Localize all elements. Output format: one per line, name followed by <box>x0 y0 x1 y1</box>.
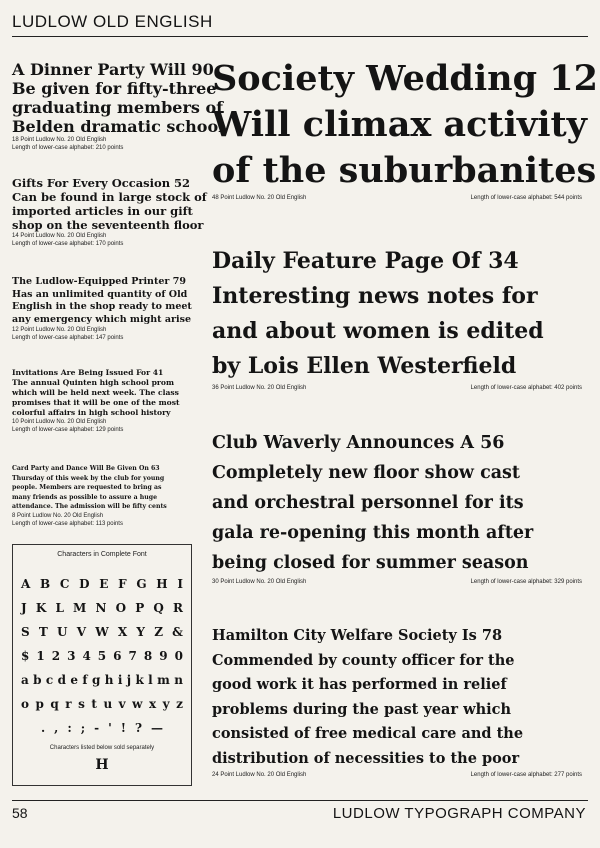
specimen-line: Has an unlimited quantity of Old <box>12 288 188 300</box>
specimen-18pt <box>12 60 225 152</box>
font-character: g <box>91 673 101 687</box>
font-character: t <box>91 697 97 711</box>
font-character: i <box>117 673 123 687</box>
font-character: 0 <box>174 649 183 663</box>
font-character: 4 <box>82 649 91 663</box>
specimen-line: graduating members of <box>12 98 223 117</box>
specimen-line: promises that it will be one of the most <box>12 398 180 407</box>
font-character: h <box>104 673 114 687</box>
font-character: G <box>136 577 147 591</box>
font-character: D <box>79 577 90 591</box>
specimen-caption-length: Length of lower-case alphabet: 129 points <box>12 427 124 433</box>
specimen-caption-length: Length of lower-case alphabet: 402 points <box>470 385 582 391</box>
font-character: r <box>65 697 72 711</box>
specimen-line: Interesting news notes for <box>212 283 538 309</box>
specimen-line: Thursday of this week by the club for young <box>12 474 165 482</box>
font-character: x <box>149 697 157 711</box>
specimen-line: by Lois Ellen Westerfield <box>212 353 517 379</box>
font-character: l <box>148 673 153 687</box>
specimen-line: good work it has performed in relief <box>212 676 507 693</box>
specimen-12pt <box>12 276 198 342</box>
font-character: 6 <box>113 649 122 663</box>
specimen-line: Belden dramatic school <box>12 117 225 136</box>
font-character: 9 <box>159 649 168 663</box>
font-character: a <box>21 673 29 687</box>
font-character: v <box>118 697 126 711</box>
specimen-line: shop on the seventeenth floor <box>12 218 204 232</box>
font-character: X <box>117 625 128 639</box>
page-number: 58 <box>12 805 28 821</box>
specimen-30pt <box>212 428 582 586</box>
font-character: m <box>157 673 170 687</box>
specimen-caption-size: 24 Point Ludlow No. 20 Old English <box>212 772 307 778</box>
specimen-caption-size: 12 Point Ludlow No. 20 Old English <box>12 327 107 333</box>
specimen-caption-length: Length of lower-case alphabet: 147 points <box>12 335 124 341</box>
font-character: f <box>82 673 88 687</box>
font-character: O <box>115 601 127 615</box>
font-character: 5 <box>97 649 107 663</box>
specimen-line: Invitations Are Being Issued For 41 <box>12 368 164 377</box>
specimen-line: Completely new floor show cast <box>212 463 520 483</box>
specimen-caption-length: Length of lower-case alphabet: 113 points <box>12 520 123 527</box>
font-character: c <box>45 673 54 687</box>
font-character: Z <box>154 625 163 639</box>
specimen-line: Society Wedding 12 <box>212 58 598 99</box>
footer-rule <box>12 800 588 801</box>
font-character: $ <box>21 649 30 663</box>
specimen-line: any emergency which might arise <box>12 313 192 325</box>
specimen-line: colorful affairs in high school history <box>12 408 171 417</box>
specimen-line: people. Members are requested to bring as <box>12 484 162 491</box>
font-character: I <box>177 577 183 591</box>
font-character: k <box>135 673 144 687</box>
character-row <box>21 649 183 663</box>
character-row <box>21 577 183 591</box>
font-character: j <box>126 673 132 687</box>
font-character: ; <box>80 721 86 735</box>
specimen-caption-length: Length of lower-case alphabet: 544 points <box>470 195 582 201</box>
character-row <box>21 601 183 615</box>
font-character: S <box>21 625 30 639</box>
specimen-48pt <box>212 56 598 202</box>
specimen-caption-length: Length of lower-case alphabet: 329 points <box>470 579 582 585</box>
specimen-10pt <box>12 368 198 434</box>
font-character: ! <box>120 721 127 735</box>
character-box-title: Characters in Complete Font <box>57 551 147 558</box>
character-row <box>21 673 183 687</box>
specimen-caption-size: 14 Point Ludlow No. 20 Old English <box>12 233 107 239</box>
specimen-line: Can be found in large stock of <box>12 190 207 204</box>
specimen-36pt <box>212 244 582 392</box>
font-character: d <box>57 673 66 687</box>
font-character: H <box>156 577 168 591</box>
specimen-line: Be given for fifty-three <box>12 79 217 98</box>
specimen-line: The annual Quinten high school prom <box>12 378 174 387</box>
font-character: E <box>99 577 109 591</box>
font-character: N <box>95 601 107 615</box>
specimen-caption-length: Length of lower-case alphabet: 170 points <box>12 241 124 247</box>
font-character: ? <box>134 721 143 735</box>
font-character: e <box>70 673 79 687</box>
specimen-line: Gifts For Every Occasion 52 <box>12 176 191 190</box>
specimen-line: of the suburbanites <box>212 150 597 191</box>
font-character: s <box>78 697 85 711</box>
specimen-line: Club Waverly Announces A 56 <box>212 433 505 453</box>
specimen-line: consisted of free medical care and the <box>212 725 524 742</box>
specimen-8pt <box>12 464 198 528</box>
font-character: K <box>35 601 47 615</box>
font-character: w <box>132 697 143 711</box>
page-header-title: LUDLOW OLD ENGLISH <box>12 12 213 31</box>
specimen-caption-size: 36 Point Ludlow No. 20 Old English <box>212 385 307 391</box>
font-character: ' <box>108 721 112 735</box>
specimen-line: The Ludlow-Equipped Printer 79 <box>12 276 186 287</box>
font-character: 8 <box>143 649 153 663</box>
specimen-line: being closed for summer season <box>212 553 529 573</box>
specimen-caption-size: 18 Point Ludlow No. 20 Old English <box>12 137 107 143</box>
font-character: V <box>76 625 86 639</box>
font-character: 2 <box>51 649 61 663</box>
specimen-line: many friends as possible to assure a huge <box>12 493 158 501</box>
specimen-line: English in the shop ready to meet <box>12 301 192 312</box>
specimen-line: Commended by county officer for the <box>212 651 515 669</box>
specimen-line: Card Party and Dance Will Be Given On 63 <box>12 465 160 472</box>
font-character: b <box>33 673 42 687</box>
specimen-line: gala re-opening this month after <box>212 523 534 543</box>
font-character: q <box>50 697 59 711</box>
character-box-note: Characters listed below sold separately <box>49 745 155 751</box>
specimen-caption-size: 8 Point Ludlow No. 20 Old English <box>12 512 104 519</box>
font-character: C <box>59 577 70 591</box>
font-character: . <box>41 721 46 735</box>
font-character: M <box>73 601 87 615</box>
font-character: T <box>38 625 48 639</box>
font-character: z <box>176 697 183 711</box>
specimen-caption-length: Length of lower-case alphabet: 277 points <box>470 772 582 778</box>
specimen-line: Will climax activity <box>212 104 588 145</box>
specimen-14pt <box>12 176 207 248</box>
font-character: F <box>118 577 127 591</box>
specimen-caption-size: 10 Point Ludlow No. 20 Old English <box>12 419 107 425</box>
specimen-line: A Dinner Party Will 90 <box>12 60 214 79</box>
specimen-caption-size: 48 Point Ludlow No. 20 Old English <box>212 195 307 201</box>
font-character: n <box>174 673 183 687</box>
character-row <box>21 625 183 639</box>
company-name: LUDLOW TYPOGRAPH COMPANY <box>332 805 586 822</box>
font-character: - <box>94 721 100 735</box>
specimen-line: and orchestral personnel for its <box>212 493 524 513</box>
character-row <box>41 721 163 735</box>
specimen-24pt <box>212 624 582 779</box>
font-character: u <box>103 697 113 711</box>
specimen-line: Hamilton City Welfare Society Is 78 <box>212 627 503 644</box>
font-character: o <box>21 697 30 711</box>
font-character: R <box>173 601 183 615</box>
specimen-line: and about women is edited <box>212 318 544 344</box>
character-row <box>21 697 183 711</box>
header-rule <box>12 36 588 37</box>
font-character: W <box>95 625 109 639</box>
character-set-box <box>12 544 192 786</box>
font-character: , <box>54 721 59 735</box>
font-character: & <box>172 625 183 639</box>
specimen-line: attendance. The admission will be fifty cents <box>12 503 167 510</box>
specimen-caption-size: 30 Point Ludlow No. 20 Old English <box>212 579 307 585</box>
font-character: : <box>67 721 72 735</box>
specimen-line: problems during the past year which <box>212 700 512 718</box>
font-character: y <box>162 697 170 711</box>
font-character: Y <box>136 625 145 639</box>
specimen-line: which will be held next week. The class <box>12 388 179 397</box>
specimen-caption-length: Length of lower-case alphabet: 210 points <box>12 145 124 151</box>
specimen-line: imported articles in our gift <box>12 204 193 218</box>
separate-character: H <box>95 757 109 773</box>
font-character: 1 <box>36 649 45 663</box>
font-character: — <box>150 721 163 735</box>
font-character: p <box>35 697 44 711</box>
specimen-line: distribution of necessities to the poor <box>212 749 520 767</box>
font-character: 7 <box>128 649 137 663</box>
font-character: P <box>135 601 145 615</box>
font-character: Q <box>153 601 164 615</box>
font-character: J <box>21 601 27 615</box>
specimen-line: Daily Feature Page Of 34 <box>212 248 519 274</box>
font-character: A <box>21 577 31 591</box>
font-character: 3 <box>67 649 76 663</box>
font-character: B <box>40 577 51 591</box>
font-character: L <box>55 601 64 615</box>
font-character: U <box>57 625 68 639</box>
